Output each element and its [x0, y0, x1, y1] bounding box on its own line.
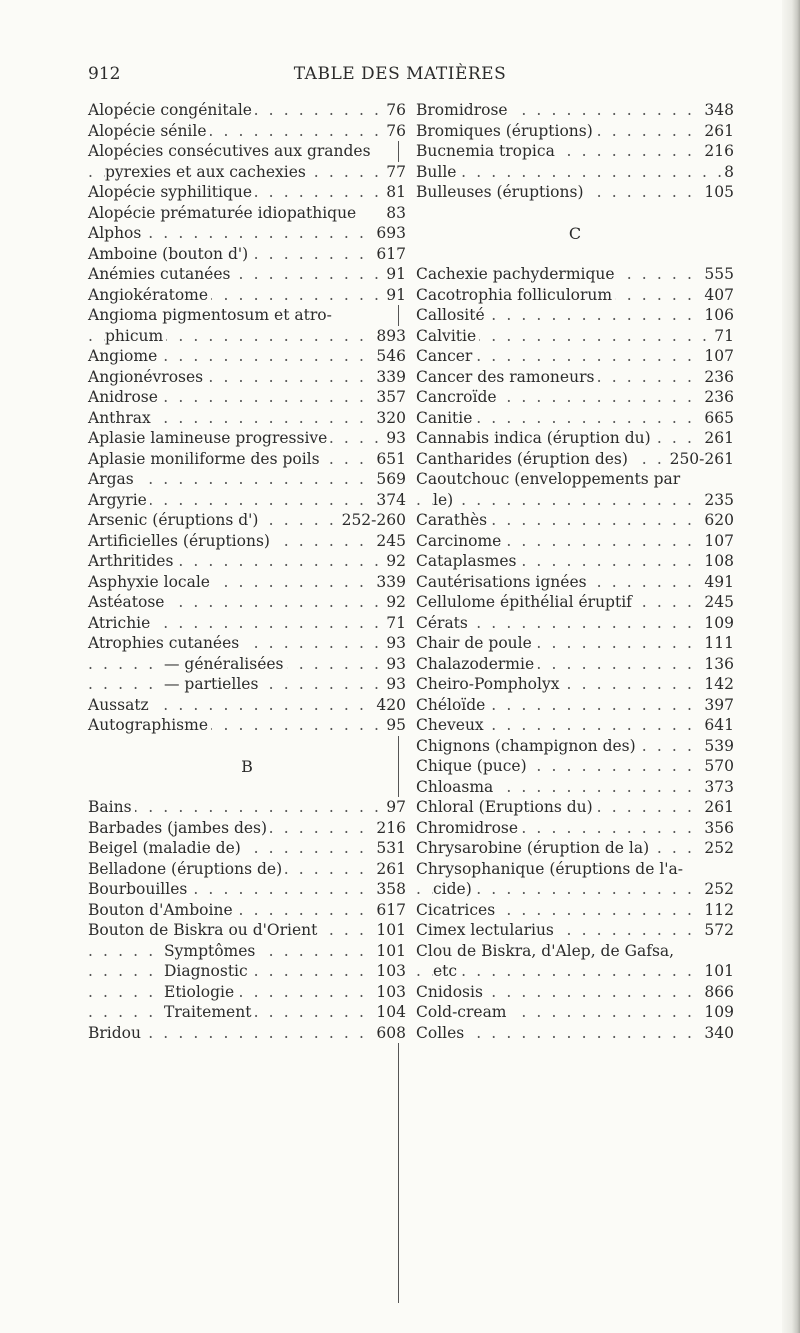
page-number: 912 [88, 64, 121, 84]
index-entry [88, 920, 406, 941]
entry-page: 617 [373, 900, 406, 921]
entry-term: Angiokératome [88, 286, 211, 304]
index-entry [416, 469, 734, 490]
entry-term: Chéloïde [416, 696, 488, 714]
index-column-right [416, 100, 734, 1043]
entry-term: Cancer des ramoneurs [416, 368, 597, 386]
entry-term: Cérats [416, 614, 471, 632]
entry-term: Chalazodermie [416, 655, 537, 673]
entry-term: Chique (puce) [416, 757, 530, 775]
index-entry [88, 510, 406, 531]
entry-page: 531 [373, 838, 406, 859]
entry-page: 76 [383, 121, 406, 142]
entry-term: Anthrax [88, 409, 154, 427]
entry-page: 103 [373, 982, 406, 1003]
index-entry [416, 736, 734, 757]
index-entry [416, 838, 734, 859]
entry-page: 97 [383, 797, 406, 818]
entry-term: Alopécie sénile [88, 122, 210, 140]
index-entry [416, 428, 734, 449]
entry-page: 93 [383, 633, 406, 654]
entry-page: 252 [701, 879, 734, 900]
entry-term: Bourbouilles [88, 880, 190, 898]
entry-page: 236 [701, 387, 734, 408]
entry-page: 407 [701, 285, 734, 306]
index-entry [88, 613, 406, 634]
index-entry [88, 982, 406, 1003]
entry-page: 617 [373, 244, 406, 265]
index-entry [416, 633, 734, 654]
index-entry [88, 859, 406, 880]
entry-page: 893 [373, 326, 406, 347]
index-entry [88, 961, 406, 982]
index-entry [88, 141, 406, 162]
entry-page: 83 [383, 203, 406, 224]
index-entry [416, 1023, 734, 1044]
entry-term: Aplasie moniliforme des poils [88, 450, 323, 468]
index-entry [88, 182, 406, 203]
entry-page: 93 [383, 654, 406, 675]
entry-term: Belladone (éruptions de) [88, 860, 285, 878]
entry-term: cide) [433, 880, 475, 898]
entry-term: Bouton de Biskra ou d'Orient [88, 921, 320, 939]
entry-term: le) [433, 491, 456, 509]
entry-term: Angioma pigmentosum et atro- [88, 306, 335, 324]
entry-term: Astéatose [88, 593, 167, 611]
entry-page: 608 [373, 1023, 406, 1044]
index-entry [416, 900, 734, 921]
index-entry [88, 428, 406, 449]
entry-term: Barbades (jambes des) [88, 819, 270, 837]
entry-page: 572 [701, 920, 734, 941]
entry-term: Chrysarobine (éruption de la) [416, 839, 652, 857]
index-entry [88, 387, 406, 408]
index-entry [88, 305, 406, 326]
entry-page: 108 [701, 551, 734, 572]
entry-term: Cacotrophia folliculorum [416, 286, 615, 304]
entry-page: 95 [383, 715, 406, 736]
section-letter: C [568, 223, 582, 243]
entry-term: Calvitie [416, 327, 479, 345]
entry-term: Chignons (champignon des) [416, 737, 639, 755]
entry-term: Alopécies consécutives aux grandes [88, 142, 374, 160]
entry-term: Cancroïde [416, 388, 500, 406]
entry-page: 665 [701, 408, 734, 429]
entry-term: Cautérisations ignées [416, 573, 590, 591]
index-entry [416, 387, 734, 408]
entry-term: Beigel (maladie de) [88, 839, 244, 857]
entry-term: Diagnostic [164, 962, 251, 980]
index-entry [416, 961, 734, 982]
entry-term: Argyrie [88, 491, 150, 509]
entry-page: 693 [373, 223, 406, 244]
index-entry [88, 490, 406, 511]
entry-term: Chair de poule [416, 634, 535, 652]
entry-term: Anidrose [88, 388, 161, 406]
entry-term: Alphos [88, 224, 144, 242]
entry-page: 570 [701, 756, 734, 777]
entry-page: 339 [373, 367, 406, 388]
entry-page: 93 [383, 674, 406, 695]
index-entry [416, 531, 734, 552]
index-entry [88, 408, 406, 429]
index-entry [416, 715, 734, 736]
entry-page: 216 [701, 141, 734, 162]
entry-page: 261 [701, 121, 734, 142]
index-entry [88, 797, 406, 818]
entry-term: Canitie [416, 409, 475, 427]
entry-page: 261 [701, 428, 734, 449]
index-entry [88, 654, 406, 675]
entry-page: 373 [701, 777, 734, 798]
entry-page: 106 [701, 305, 734, 326]
entry-term: Anémies cutanées [88, 265, 233, 283]
index-entry [416, 182, 734, 203]
entry-term: Cellulome épithélial éruptif [416, 593, 635, 611]
entry-page: 339 [373, 572, 406, 593]
entry-term: Traitement [164, 1003, 254, 1021]
entry-term: Carcinome [416, 532, 504, 550]
entry-page: 77 [383, 162, 406, 183]
index-entry [88, 285, 406, 306]
entry-page: 216 [373, 818, 406, 839]
entry-term: Argas [88, 470, 137, 488]
entry-page: 245 [373, 531, 406, 552]
entry-page: 8 [721, 162, 734, 183]
index-entry [416, 797, 734, 818]
entry-page: 252 [701, 838, 734, 859]
entry-term: Chromidrose [416, 819, 521, 837]
index-column-left [88, 100, 406, 1043]
entry-page: 71 [711, 326, 734, 347]
index-entry [88, 244, 406, 265]
index-entry [88, 551, 406, 572]
index-entry [88, 1023, 406, 1044]
entry-term: Callosité [416, 306, 488, 324]
index-entry [88, 162, 406, 183]
entry-term: Cataplasmes [416, 552, 519, 570]
entry-page: 546 [373, 346, 406, 367]
entry-page: 235 [701, 490, 734, 511]
index-entry [416, 859, 734, 880]
entry-page: 620 [701, 510, 734, 531]
entry-page: 105 [701, 182, 734, 203]
index-entry [416, 674, 734, 695]
entry-term: phicum [105, 327, 166, 345]
entry-term: Amboine (bouton d') [88, 245, 251, 263]
index-entry [88, 346, 406, 367]
index-entry [88, 838, 406, 859]
entry-page: 356 [701, 818, 734, 839]
index-entry [88, 900, 406, 921]
index-entry [416, 613, 734, 634]
entry-term: Cachexie pachydermique [416, 265, 618, 283]
index-entry [416, 551, 734, 572]
entry-term: pyrexies et aux cachexies [105, 163, 309, 181]
entry-term: Atrichie [88, 614, 153, 632]
entry-term: Atrophies cutanées [88, 634, 242, 652]
index-entry [88, 592, 406, 613]
index-entry [88, 818, 406, 839]
entry-page: 76 [383, 100, 406, 121]
index-entry [88, 100, 406, 121]
index-entry [88, 715, 406, 736]
entry-page: 358 [373, 879, 406, 900]
index-entry [416, 449, 734, 470]
entry-term: Etiologie [164, 983, 237, 1001]
index-entry [416, 346, 734, 367]
index-entry [416, 572, 734, 593]
entry-page: 261 [701, 797, 734, 818]
index-entry [88, 223, 406, 244]
entry-page: 142 [701, 674, 734, 695]
index-entry [416, 162, 734, 183]
index-entry [416, 695, 734, 716]
entry-term: — généralisées [164, 655, 287, 673]
index-entry [416, 408, 734, 429]
entry-term: Asphyxie locale [88, 573, 213, 591]
index-entry [88, 367, 406, 388]
entry-page: 651 [373, 449, 406, 470]
entry-term: Bridou [88, 1024, 144, 1042]
index-entry [416, 285, 734, 306]
entry-term: — partielles [164, 675, 261, 693]
entry-term: Bouton d'Amboine [88, 901, 236, 919]
entry-page: 357 [373, 387, 406, 408]
entry-term: Cheiro-Pompholyx [416, 675, 562, 693]
entry-page: 107 [701, 346, 734, 367]
index-entry [416, 982, 734, 1003]
entry-page: 374 [373, 490, 406, 511]
index-entry [416, 326, 734, 347]
entry-term: Cannabis indica (éruption du) [416, 429, 654, 447]
entry-page: 252-260 [339, 510, 406, 531]
entry-page: 109 [701, 613, 734, 634]
index-entry [416, 510, 734, 531]
entry-term: Cancer [416, 347, 475, 365]
entry-page: 136 [701, 654, 734, 675]
entry-term: Alopécie syphilitique [88, 183, 255, 201]
entry-page: 81 [383, 182, 406, 203]
entry-page: 555 [701, 264, 734, 285]
entry-page: 491 [701, 572, 734, 593]
index-entry [416, 941, 734, 962]
index-entry [416, 920, 734, 941]
index-entry [416, 367, 734, 388]
index-entry [416, 141, 734, 162]
entry-term: Caoutchouc (enveloppements par [416, 470, 683, 488]
entry-page: 539 [701, 736, 734, 757]
section-letter: B [241, 756, 253, 776]
index-entry [88, 449, 406, 470]
entry-page: 320 [373, 408, 406, 429]
entry-page: 420 [373, 695, 406, 716]
entry-term: Carathès [416, 511, 490, 529]
entry-term: Chrysophanique (éruptions de l'a- [416, 860, 686, 878]
entry-term: Cheveux [416, 716, 487, 734]
entry-page: 101 [373, 941, 406, 962]
entry-term: Bromidrose [416, 101, 511, 119]
index-entry [88, 264, 406, 285]
index-entry [88, 1002, 406, 1023]
index-entry [88, 121, 406, 142]
entry-page: 245 [701, 592, 734, 613]
entry-term: Bucnemia tropica [416, 142, 558, 160]
entry-term: Chloral (Eruptions du) [416, 798, 596, 816]
entry-page: 261 [373, 859, 406, 880]
entry-page: 348 [701, 100, 734, 121]
entry-page: 112 [701, 900, 734, 921]
entry-page: 92 [383, 592, 406, 613]
entry-term: Artificielles (éruptions) [88, 532, 273, 550]
entry-term: Angiome [88, 347, 160, 365]
entry-term: Bulleuses (éruptions) [416, 183, 587, 201]
page-edge-shadow [782, 0, 800, 1333]
index-entry [416, 100, 734, 121]
index-entry [416, 305, 734, 326]
entry-term: Cold-cream [416, 1003, 510, 1021]
index-entry [416, 1002, 734, 1023]
index-entry [416, 879, 734, 900]
index-entry [416, 121, 734, 142]
index-entry [88, 203, 406, 224]
index-entry [88, 674, 406, 695]
entry-page: 91 [383, 285, 406, 306]
entry-page: 92 [383, 551, 406, 572]
entry-page: 641 [701, 715, 734, 736]
index-entry [88, 326, 406, 347]
index-entry [88, 572, 406, 593]
entry-term: Alopécie congénitale [88, 101, 255, 119]
entry-term: Cicatrices [416, 901, 498, 919]
entry-page: 866 [701, 982, 734, 1003]
entry-term: Bains [88, 798, 135, 816]
entry-term: Arsenic (éruptions d') [88, 511, 261, 529]
entry-page: 91 [383, 264, 406, 285]
index-entry [88, 469, 406, 490]
index-entry [88, 941, 406, 962]
index-entry [88, 633, 406, 654]
entry-page: 340 [701, 1023, 734, 1044]
entry-page: 71 [383, 613, 406, 634]
entry-term: Cantharides (éruption des) [416, 450, 631, 468]
entry-page: 101 [701, 961, 734, 982]
entry-page: 111 [701, 633, 734, 654]
index-entry [88, 879, 406, 900]
entry-term: Cimex lectularius [416, 921, 557, 939]
entry-term: Alopécie prématurée idiopathique [88, 204, 359, 222]
entry-page: 109 [701, 1002, 734, 1023]
entry-page: 103 [373, 961, 406, 982]
entry-page: 93 [383, 428, 406, 449]
entry-term: Arthritides [88, 552, 176, 570]
entry-page: 107 [701, 531, 734, 552]
entry-term: Aussatz [88, 696, 152, 714]
entry-term: Clou de Biskra, d'Alep, de Gafsa, [416, 942, 677, 960]
entry-term: etc [433, 962, 460, 980]
index-entry [88, 531, 406, 552]
index-entry [416, 818, 734, 839]
entry-term: Angionévroses [88, 368, 206, 386]
entry-term: Bulle [416, 163, 459, 181]
entry-term: Bromiques (éruptions) [416, 122, 596, 140]
entry-page: 236 [701, 367, 734, 388]
index-entry [416, 777, 734, 798]
entry-page: 569 [373, 469, 406, 490]
entry-page: 250-261 [667, 449, 734, 470]
entry-term: Aplasie lamineuse progressive [88, 429, 330, 447]
index-entry [416, 654, 734, 675]
running-title: TABLE DES MATIÈRES [293, 64, 507, 84]
index-entry [416, 264, 734, 285]
entry-term: Symptômes [164, 942, 258, 960]
index-entry [416, 592, 734, 613]
page-header [0, 64, 800, 88]
index-entry [416, 490, 734, 511]
entry-term: Autographisme [88, 716, 211, 734]
entry-page: 397 [701, 695, 734, 716]
entry-term: Cnidosis [416, 983, 486, 1001]
entry-page: 104 [373, 1002, 406, 1023]
entry-page: 101 [373, 920, 406, 941]
entry-term: Chloasma [416, 778, 496, 796]
entry-term: Colles [416, 1024, 467, 1042]
index-entry [416, 756, 734, 777]
index-entry [88, 695, 406, 716]
